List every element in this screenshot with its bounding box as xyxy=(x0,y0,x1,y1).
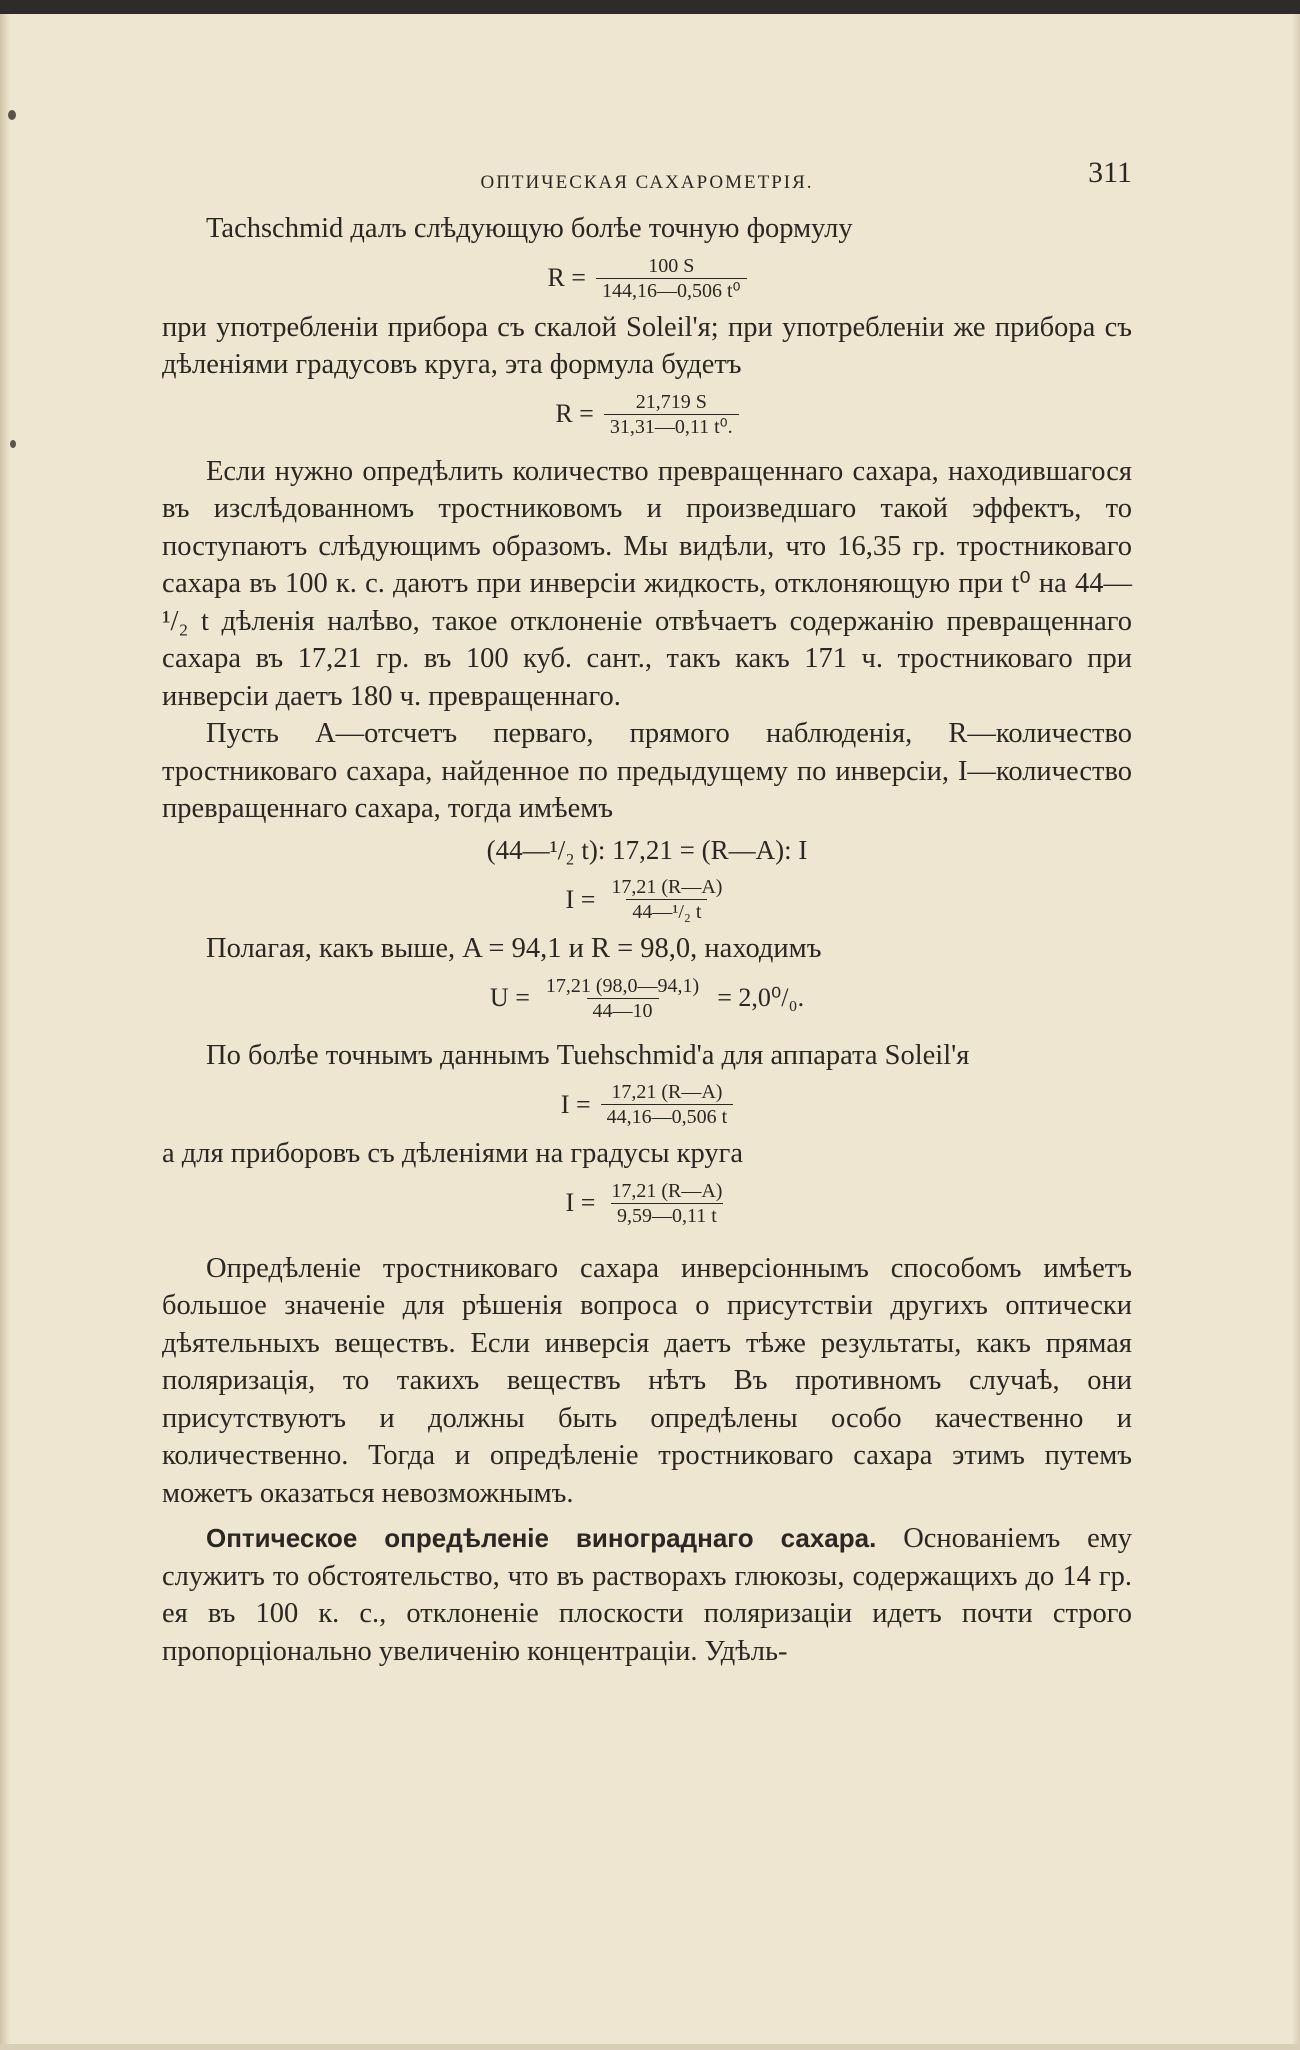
paragraph-tachschmid-formula-intro: Tachschmid далъ слѣдующую болѣе точную формулу xyxy=(206,213,853,244)
formula-i-general xyxy=(162,875,1132,924)
scan-left-edge xyxy=(0,14,10,2050)
page-number: 311 xyxy=(1088,156,1132,189)
binding-hole-mark xyxy=(10,440,16,448)
formula-lhs: I = xyxy=(560,1089,591,1119)
formula-denominator: 9,59—0,11 t xyxy=(611,1203,723,1228)
formula-r-degrees xyxy=(162,390,1132,439)
formula-lhs: U = xyxy=(489,983,530,1012)
section-heading-grape-sugar: Оптическое опредѣленіе винограднаго сахара. xyxy=(206,1523,877,1553)
formula-denominator: 44—10 xyxy=(587,998,659,1023)
formula-fraction xyxy=(604,390,739,439)
book-page xyxy=(162,150,1132,1670)
formula-numerator: 17,21 (98,0—94,1) xyxy=(545,974,700,997)
formula-result: = 2,0⁰/₀. xyxy=(717,983,805,1012)
paragraph-degree-instruments: а для приборовъ съ дѣленіями на градусы круга xyxy=(162,1138,743,1169)
proportion-equation: (44—¹/₂ t): 17,21 = (R—A): I xyxy=(486,834,808,865)
formula-u-example xyxy=(162,974,1132,1023)
binding-hole-mark xyxy=(8,110,16,120)
paragraph-example-values: Полагая, какъ выше, A = 94,1 и R = 98,0, находимъ xyxy=(206,933,822,964)
formula-denominator: 31,31—0,11 t⁰. xyxy=(604,414,739,439)
formula-numerator: 100 S xyxy=(648,254,695,277)
paragraph-inversion-significance: Опредѣленіе тростниковаго сахара инверсіоннымъ способомъ имѣетъ большое значеніе для рѣшенія вопроса о присутствіи другихъ оптически дѣятельныхъ веществъ. Если инверсія даетъ тѣже результаты, какъ прямая поляризація, то такихъ веществъ нѣтъ Въ противномъ случаѣ, они присутствуютъ и должны быть опредѣлены особо качественно и количественно. Тогда и опредѣленіе тростниковаго сахара этимъ путемъ можетъ оказаться невозможнымъ. xyxy=(162,1252,1132,1509)
formula-fraction xyxy=(601,1080,734,1129)
formula-numerator: 17,21 (R—A) xyxy=(611,1179,723,1202)
paragraph-tuehschmid-data: По болѣе точнымъ даннымъ Tuehschmid'а для аппарата Soleil'я xyxy=(206,1039,970,1071)
scan-right-edge xyxy=(1292,14,1300,2050)
running-title: ОПТИЧЕСКАЯ САХАРОМЕТРІЯ. xyxy=(480,172,814,193)
formula-i-soleil xyxy=(162,1080,1132,1129)
formula-denominator: 44—¹/₂ t xyxy=(626,899,707,924)
formula-denominator: 44,16—0,506 t xyxy=(601,1104,734,1129)
formula-numerator: 17,21 (R—A) xyxy=(611,1081,723,1103)
formula-i-degrees xyxy=(162,1179,1132,1228)
formula-numerator: 21,719 S xyxy=(635,390,707,413)
formula-fraction xyxy=(540,974,705,1023)
scan-top-border xyxy=(0,0,1300,14)
paragraph-definitions: Пусть A—отсчетъ перваго, прямого наблюденія, R—количество тростниковаго сахара, найденное по предыдущему по инверсіи, I—количество превращеннаго сахара, тогда имѣемъ xyxy=(162,718,1132,824)
running-header xyxy=(162,150,1132,196)
formula-fraction xyxy=(596,254,747,303)
formula-fraction xyxy=(605,1179,728,1228)
formula-fraction xyxy=(605,875,728,924)
paragraph-soleil-scale: при употребленіи прибора съ скалой Soleil'я; при употребленіи же прибора съ дѣленіями градусовъ круга, эта формула будетъ xyxy=(162,311,1132,380)
formula-lhs: I = xyxy=(565,884,596,914)
formula-denominator: 144,16—0,506 t⁰ xyxy=(596,278,747,303)
formula-lhs: I = xyxy=(565,1188,596,1217)
formula-lhs: R = xyxy=(547,263,586,292)
formula-r-soleil xyxy=(162,254,1132,303)
paragraph-grape-sugar-text: Основаніемъ ему служитъ то обстоятельство, что въ растворахъ глюкозы, содержащихъ до 14 гр. ея въ 100 к. с., отклоненіе плоскости поляризаціи идетъ почти строго пропорціонально увеличенію концентраціи. Удѣль- xyxy=(162,1523,1133,1667)
scan-bottom-edge xyxy=(0,2044,1300,2050)
paragraph-grape-sugar xyxy=(162,1520,1132,1670)
formula-numerator: 17,21 (R—A) xyxy=(611,876,723,898)
formula-lhs: R = xyxy=(555,399,594,428)
paragraph-inverted-sugar-method: Если нужно опредѣлить количество превращеннаго сахара, находившагося въ изслѣдованномъ тростниковомъ и произведшаго такой эффектъ, то поступаютъ слѣдующимъ образомъ. Мы видѣли, что 16,35 гр. тростниковаго сахара въ 100 к. с. даютъ при инверсіи жидкость, отклоняющую при t⁰ на 44—¹/₂ t дѣленія налѣво, такое отклоненіе отвѣчаетъ содержанію превращеннаго сахара въ 17,21 гр. въ 100 куб. сант., такъ какъ 171 ч. тростниковаго при инверсіи даетъ 180 ч. превращеннаго. xyxy=(162,455,1132,712)
